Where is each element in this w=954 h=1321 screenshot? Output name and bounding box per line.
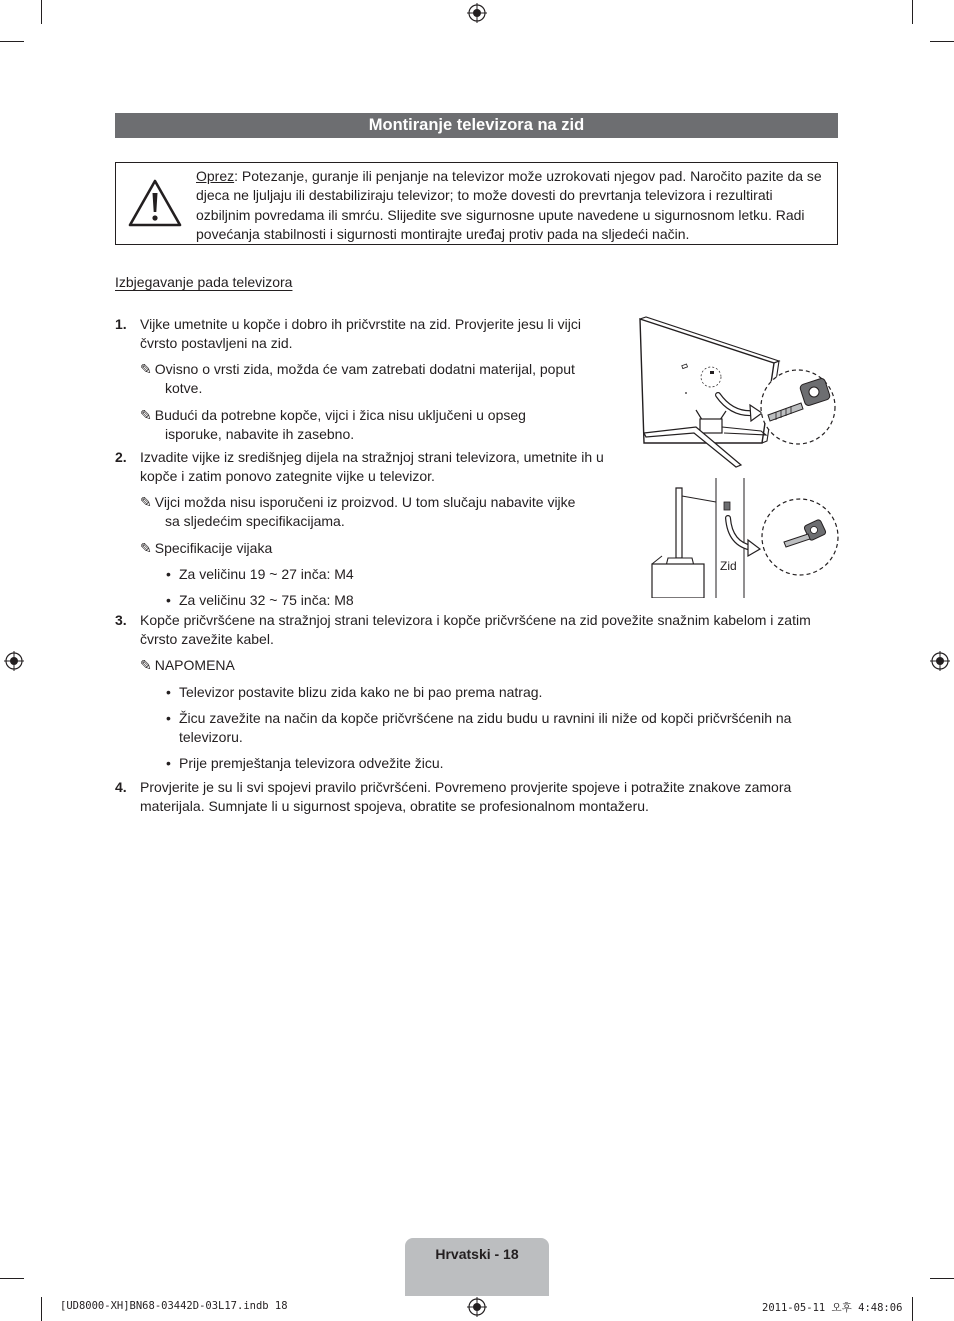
crop-mark (0, 1278, 24, 1279)
note-line: kotve. (165, 380, 203, 396)
caution-text (196, 167, 828, 244)
step-text: čvrsto postavljeni na zid. (140, 335, 293, 351)
step-number: 1. (115, 316, 127, 332)
note-line: ✎ NAPOMENA (140, 657, 235, 674)
note-line: ✎ Ovisno o vrsti zida, možda će vam zatrebati dodatni materijal, poput (140, 361, 575, 378)
bullet-icon: • (166, 710, 171, 726)
warning-triangle-icon (127, 178, 183, 228)
note-line: sa sljedećim specifikacijama. (165, 513, 345, 529)
subheading: Izbjegavanje pada televizora (115, 274, 293, 290)
registration-mark-icon (467, 1297, 487, 1317)
note-bullet: televizoru. (179, 729, 243, 745)
bullet-icon: • (166, 566, 171, 582)
crop-mark (912, 1297, 913, 1321)
note-line: ✎ Budući da potrebne kopče, vijci i žica nisu uključeni u opseg (140, 407, 526, 424)
registration-mark-icon (930, 651, 950, 671)
note-line: ✎ Vijci možda nisu isporučeni iz proizvod. U tom slučaju nabavite vijke (140, 494, 576, 511)
crop-mark (930, 1278, 954, 1279)
step-text: materijala. Sumnjate li u sigurnost spojeva, obratite se profesionalnom montažeru. (140, 798, 649, 814)
caution-box (115, 162, 838, 245)
bullet-icon: • (166, 755, 171, 771)
spec-item: Za veličinu 32 ~ 75 inča: M8 (179, 592, 354, 608)
note-line: isporuke, nabavite ih zasebno. (165, 426, 355, 442)
pencil-note-icon: ✎ (140, 362, 152, 378)
pencil-note-icon: ✎ (140, 495, 152, 511)
bullet-icon: • (166, 684, 171, 700)
pencil-note-icon: ✎ (140, 541, 152, 557)
crop-mark (930, 41, 954, 42)
note-bullet: Žicu zavežite na način da kopče pričvršćene na zidu budu u ravnini ili niže od kopči pričvršćenih na (179, 710, 792, 726)
step-text: Kopče pričvršćene na stražnjoj strani televizora i kopče pričvršćene na zid povežite snažnim kabelom i zatim (140, 612, 811, 628)
step-number: 4. (115, 779, 127, 795)
print-timestamp: 2011-05-11 오후 4:48:06 (762, 1302, 903, 1314)
tv-back-bracket-illustration (636, 315, 838, 473)
step-number: 3. (115, 612, 127, 628)
bullet-icon: • (166, 592, 171, 608)
step-text: čvrsto zavežite kabel. (140, 631, 274, 647)
crop-mark (0, 41, 24, 42)
note-bullet: Prije premještanja televizora odvežite žicu. (179, 755, 444, 771)
caution-label: Oprez (196, 168, 235, 184)
page-number: Hrvatski - 18 (435, 1246, 519, 1262)
print-slug: [UD8000-XH]BN68-03442D-03L17.indb 18 (60, 1300, 288, 1312)
registration-mark-icon (4, 651, 24, 671)
caution-body: : Potezanje, guranje ili penjanje na televizor može uzrokovati njegov pad. Naročito pazite da se djeca ne ljuljaju ili destabiliziraju televizor; to može dovesti do prevrtanja televizora i rezultirati ozbiljnim povredama ili smrću. Slijedite sve sigurnosne upute navedene u sigurnosnom letku. Radi povećanja stabilnosti i sigurnosti montirajte uređaj protiv pada na sljedeći način. (196, 168, 822, 242)
crop-mark (912, 0, 913, 24)
step-text: Provjerite je su li svi spojevi pravilo pričvršćeni. Povremeno provjerite spojeve i potražite znakove zamora (140, 779, 792, 795)
tv-wall-illustration (648, 478, 840, 598)
note-line: ✎ Specifikacije vijaka (140, 540, 273, 557)
step-text: Izvadite vijke iz središnjeg dijela na stražnjoj strani televizora, umetnite ih u (140, 449, 604, 465)
crop-mark (41, 0, 42, 24)
wall-label: Zid (720, 559, 737, 573)
pencil-note-icon: ✎ (140, 658, 152, 674)
crop-mark (41, 1297, 42, 1321)
step-number: 2. (115, 449, 127, 465)
step-text: kopče i zatim ponovo zategnite vijke u televizor. (140, 468, 435, 484)
registration-mark-icon (467, 3, 487, 23)
step-text: Vijke umetnite u kopče i dobro ih pričvrstite na zid. Provjerite jesu li vijci (140, 316, 581, 332)
pencil-note-icon: ✎ (140, 408, 152, 424)
section-title: Montiranje televizora na zid (115, 113, 838, 138)
note-bullet: Televizor postavite blizu zida kako ne bi pao prema natrag. (179, 684, 543, 700)
spec-item: Za veličinu 19 ~ 27 inča: M4 (179, 566, 354, 582)
